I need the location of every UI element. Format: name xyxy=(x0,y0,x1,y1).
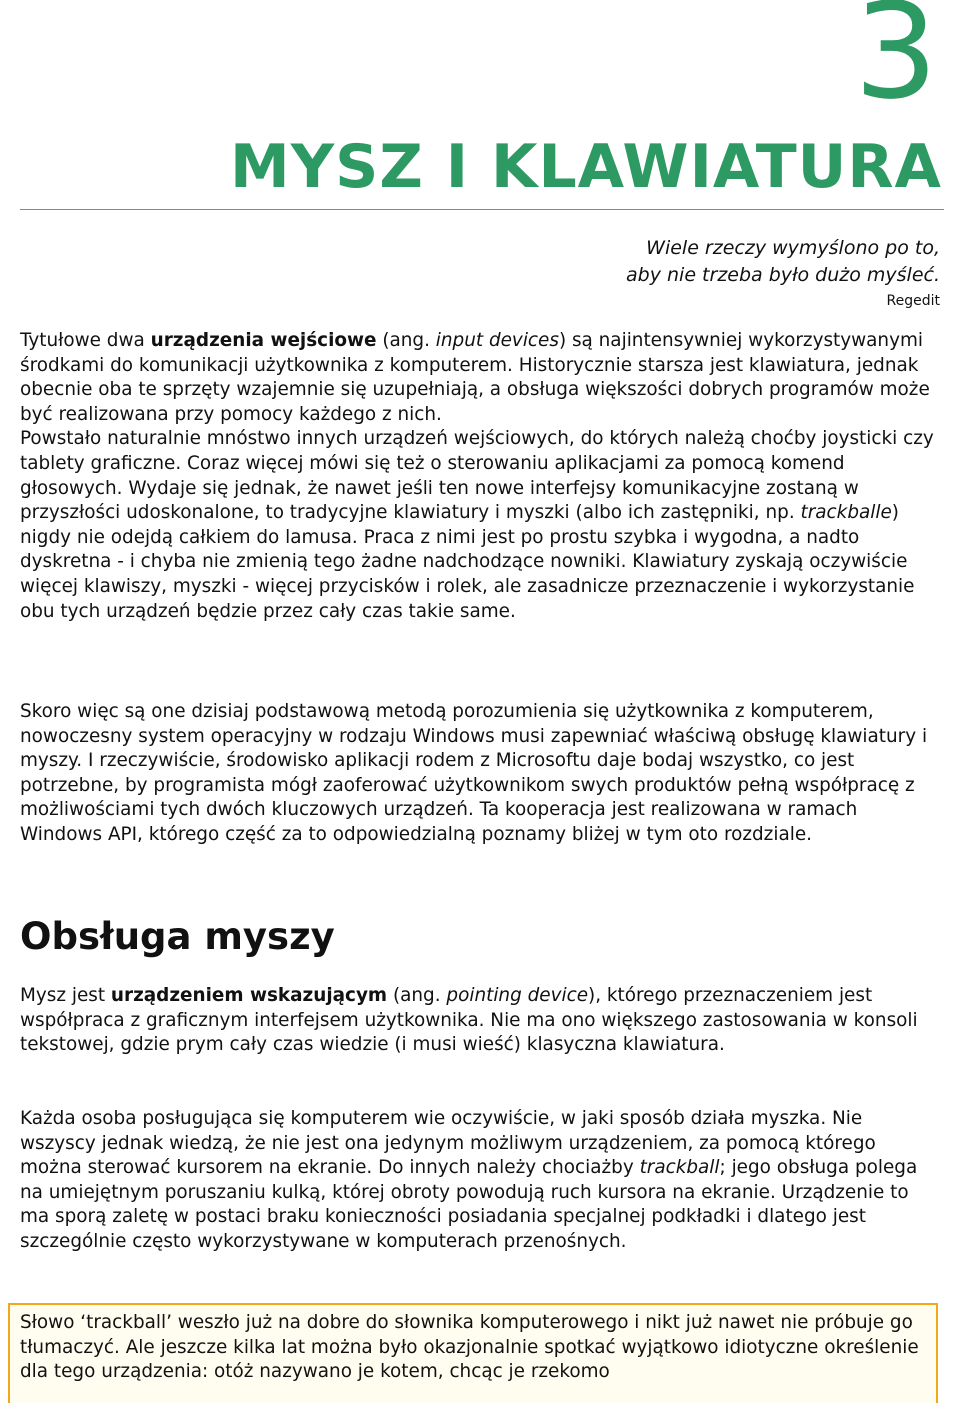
epigraph-line: Wiele rzeczy wymyślono po to, xyxy=(646,237,940,259)
text-run: ) nigdy nie odejdą całkiem do lamusa. Praca z nimi jest po prostu szybka i wygodna, a nadto dyskretna - i chyba nie zmienią tego żadne nadchodzące nowniki. Klawiatury zyskają oczywiście więcej klawiszy, myszki - więcej przycisków i rolek, ale zasadnicze przeznaczenie i wykorzystanie obu tych urządzeń będzie przez cały czas takie same. xyxy=(20,502,915,622)
intro-paragraph-3 xyxy=(20,700,940,848)
text-run: (ang. xyxy=(387,985,447,1006)
text-run: Każda osoba posługująca się komputerem wie oczywiście, w jaki sposób działa myszka. Nie wszyscy jednak wiedzą, że nie jest ona jedynym możliwym urządzeniem, za pomocą którego można sterować kursorem na ekranie. Do innych należy chociażby xyxy=(20,1108,876,1179)
italic-term: pointing device xyxy=(446,985,589,1006)
text-run: ), którego przeznaczeniem jest współpraca z graficznym interfejsem użytkownika. Nie ma ono większego zastosowania w konsoli tekstowej, gdzie prym cały czas wiedzie (i musi wieść) klasyczna klawiatura. xyxy=(20,985,918,1056)
epigraph-line: aby nie trzeba było dużo myśleć. xyxy=(626,264,940,286)
text-run: (ang. xyxy=(376,330,436,351)
text-run: Powstało naturalnie mnóstwo innych urządzeń wejściowych, do których należą choćby joysticki czy tablety graficzne. Coraz więcej mówi się też o sterowaniu aplikacjami za pomocą komend głosowych. Wydaje się jednak, że nawet jeśli ten nowe interfejsy komunikacyjne zostaną w przyszłości udoskonalone, to tradycyjne klawiatury i myszki (albo ich zastępniki, np. xyxy=(20,428,934,524)
paragraph: Skoro więc są one dzisiaj podstawową metodą porozumienia się użytkownika z komputerem, nowoczesny system operacyjny w rodzaju Windows musi zapewniać właściwą obsługę klawiatury i myszy. I rzeczywiście, środowisko aplikacji rodem z Microsoftu daje bodaj wszystko, co jest potrzebne, by programista mógł zaoferować użytkownikom swych produktów pełną współpracę z możliwościami tych dwóch kluczowych urządzeń. Ta kooperacja jest realizowana w ramach Windows API, którego część za to odpowiedzialną poznamy bliżej w tym oto rozdziale. xyxy=(20,701,928,845)
paragraph xyxy=(20,984,940,1058)
title-divider xyxy=(20,209,944,210)
paragraph xyxy=(20,427,940,624)
epigraph xyxy=(626,235,940,311)
italic-term: trackballe xyxy=(800,502,892,524)
paragraph xyxy=(20,1107,940,1255)
paragraph xyxy=(20,329,940,427)
bold-term: urządzeniem wskazującym xyxy=(110,985,388,1006)
note-box xyxy=(8,1303,938,1403)
section-heading: Obsługa myszy xyxy=(20,915,335,958)
bold-term: urządzenia wejściowe xyxy=(150,330,377,351)
section-paragraph-2 xyxy=(20,1107,940,1255)
text-run: ) są najintensywniej wykorzystywanymi środkami do komunikacji użytkownika z komputerem. Historycznie starsza jest klawiatura, jednak obecnie oba te sprzęty wzajemnie się uzupełniają, a obsługa większości dobrych programów może być realizowana przy pomocy każdego z nich. xyxy=(20,330,930,425)
text-run: ; jego obsługa polega na umiejętnym poruszaniu kulką, której obroty powodują ruch kursora na ekranie. Urządzenie to ma sporą zaletę w postaci braku konieczności posiadania specjalnej podkładki i dlatego jest szczególnie często wykorzystywane w komputerach przenośnych. xyxy=(20,1157,918,1252)
chapter-title: MYSZ I KLAWIATURA xyxy=(229,132,942,202)
section-paragraph-1 xyxy=(20,984,940,1058)
epigraph-author: Regedit xyxy=(886,293,940,309)
italic-term: input devices xyxy=(435,330,559,351)
text-run: Tytułowe dwa xyxy=(20,330,151,351)
note-text: Słowo ‘trackball’ weszło już na dobre do słownika komputerowego i nikt już nawet nie próbuje go tłumaczyć. Ale jeszcze kilka lat można było okazjonalnie spotkać wyjątkowo idiotyczne określenie dla tego urządzenia: otóż nazywano je kotem, chcąc je rzekomo xyxy=(20,1312,919,1383)
chapter-number: 3 xyxy=(854,0,938,129)
text-run: Mysz jest xyxy=(20,985,111,1006)
italic-term: trackball xyxy=(639,1157,720,1179)
intro-paragraph-1 xyxy=(20,329,940,624)
